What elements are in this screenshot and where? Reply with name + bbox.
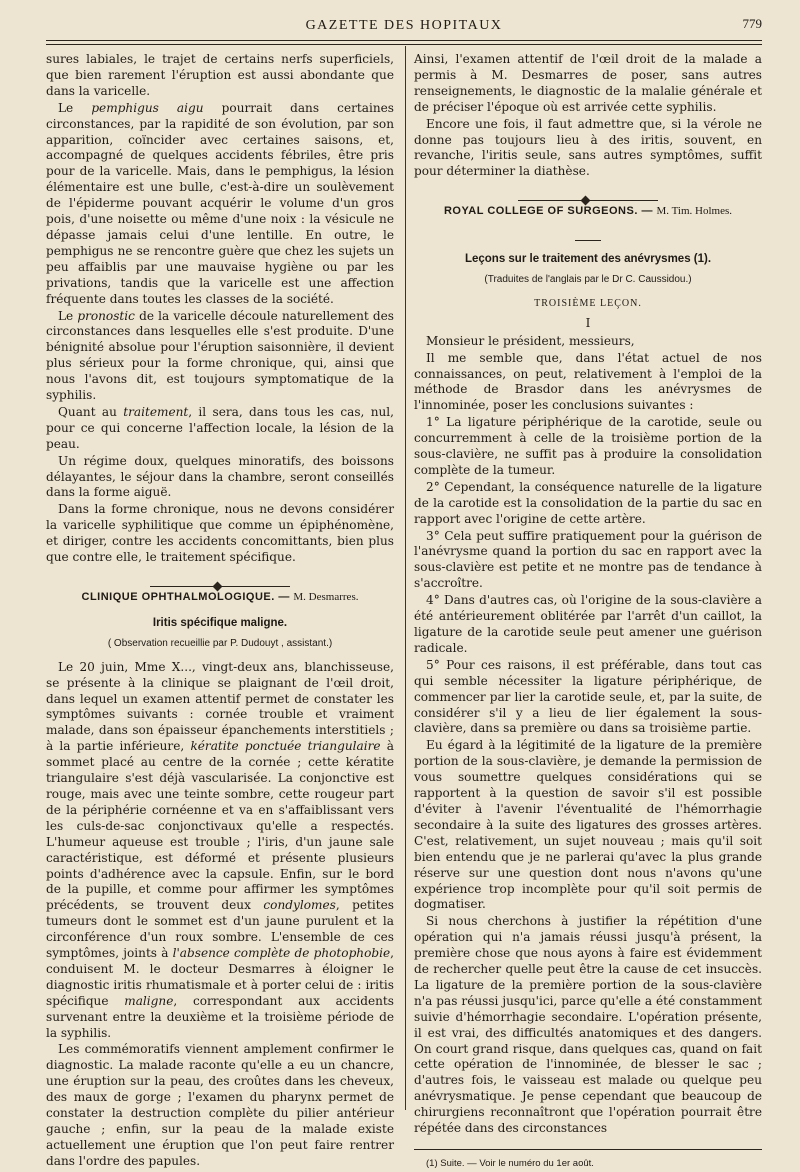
- left-column: [46, 52, 394, 1171]
- page-number: 779: [742, 16, 762, 31]
- column-divider: [405, 46, 406, 1110]
- paragraph: sures labiales, le trajet de certains nerfs superficiels, que bien rarement l'éruption est aussi abondante que dans la varicelle.: [46, 52, 394, 98]
- paragraph: Un régime doux, quelques minoratifs, des boissons délayantes, le séjour dans la chambre, seront conseillés dans la forme aiguë.: [46, 453, 394, 500]
- paragraph: 3° Cela peut suffire pratiquement pour la guérison de l'anévrysme quand la portion du sac en rapport avec la sous-clavière est petite et ne montre pas de tendance à s'accroître.: [414, 528, 762, 591]
- footnote: (1) Suite. — Voir le numéro du 1er août.: [426, 1158, 594, 1169]
- paragraph: 4° Dans d'autres cas, où l'origine de la sous-clavière a été antérieurement oblitérée par l'arrêt d'un caillot, la ligature de la carotide seule peut amener une guérison radicale.: [414, 593, 762, 655]
- lecture-heading: TROISIÈME LEÇON.: [534, 297, 642, 309]
- section-author: M. Tim. Holmes.: [656, 205, 733, 218]
- paragraph: Les commémoratifs viennent amplement confirmer le diagnostic. La malade raconte qu'elle a eu un chancre, une éruption sur la peau, des croûtes dans les cheveux, des maux de gorge ; l'examen du pharynx permet de constater la destruction complète du pilier antérieur gauche ; enfin, sur la peau de la malade existe actuellement une éruption que l'on peut faire rentrer dans l'ordre des papules.: [46, 1042, 394, 1168]
- right-column: [414, 52, 762, 1172]
- header-rule-bottom: [46, 44, 762, 45]
- paragraph: 5° Pour ces raisons, il est préférable, dans tout cas qui semble nécessiter la ligature périphérique, de commencer par lier la carotide seule, et, par la suite, de considérer s'il y a lieu de lier également la sous-clavière, dans sa première ou dans sa troisième partie.: [414, 657, 762, 736]
- paragraph: Dans la forme chronique, nous ne devons considérer la varicelle syphilitique que comme un épiphénomène, et diriger, contre les accidents concomittants, bien plus que contre elle, le traitement spécifique.: [46, 502, 394, 565]
- translation-credit: (Traduites de l'anglais par le Dr C. Caussidou.): [484, 273, 692, 285]
- paragraph: Encore une fois, il faut admettre que, si la vérole ne donne pas toujours lieu à des iritis, souvent, en revanche, l'iritis seule, sans autres symptômes, suffit pour déterminer la diathèse.: [414, 116, 762, 179]
- article-subtitle: Leçons sur le traitement des anévrysmes (1).: [464, 253, 712, 266]
- article-subtitle: Iritis spécifique maligne.: [152, 616, 288, 629]
- paragraph: Le 20 juin, Mme X..., vingt-deux ans, blanchisseuse, se présente à la clinique se plaignant de l'œil droit, dans lequel un examen attentif permet de constater les symptômes suivants : cornée trouble et vraiment malade, dans son épaisseur épanchements interstitiels ; à la partie inférieure, kératite ponctuée triangulaire à sommet placé au centre de la cornée ; cette kératite triangulaire s'est déjà vascularisée. La conjonctive est rouge, mais avec une teinte sombre, cette rougeur part de la périphérie cornéenne et va en s'affaiblissant vers les culs-de-sac conjonctivaux qu'elle a respectés. L'humeur aqueuse est trouble ; l'iris, d'un jaune sale caractéristique, est déformé et présente plusieurs points d'adhérence avec la capsule. Enfin, sur le bord de la pupille, et comme pour affirmer les symptômes précédents, se trouvent deux condylomes, petites tumeurs dont le sommet est d'un jaune purulent et la circonférence d'un roux sombre. L'ensemble de ces symptômes, joints à l'absence complète de photophobie, conduisent M. le docteur Desmarres à éloigner le diagnostic iritis rhumatismale et à porter celui de : iritis spécifique maligne, correspondant aux accidents survenant entre la deuxième et la troisième période de la syphilis.: [46, 659, 395, 1040]
- paragraph: Monsieur le président, messieurs,: [426, 333, 635, 348]
- paragraph: Eu égard à la légitimité de la ligature de la première portion de la sous-clavière, je demande la permission de vous soumettre quelques considérations qui se rapportent à la question de savoir s'il est possible d'éviter à l'avenir l'éventualité de l'hémorrhagie secondaire à la suite des ligatures des grosses artères. C'est, relativement, un sujet nouveau ; mais qu'il soit bien entendu que je ne parlerai qu'avec la plus grande réserve sur une question dont nous n'avons qu'une expérience trop incomplète pour qu'il soit permis de dogmatiser.: [414, 738, 762, 912]
- paragraph: Le pemphigus aigu pourrait dans certaines circonstances, par la rapidité de son évolution, par son apparition, coïncider avec certaines saisons, et, accompagné de quelques accidents fébriles, être pris pour de la varicelle. Mais, dans le pemphigus, la lésion élémentaire est une bulle, c'est-à-dire un soulèvement de l'épiderme pouvant acquérir le volume d'un gros pois, d'une noisette ou même d'une noix : la vésicule ne dépasse jamais celui d'une lentille. En outre, le pemphigus ne se rencontre guère que chez les sujets un peu affaiblis par une mauvaise hygiène ou par les privations, tandis que la varicelle est une affection fréquente dans toutes les classes de la société.: [46, 100, 394, 306]
- header-rule-top: [46, 40, 762, 41]
- paragraph: 1° La ligature périphérique de la carotide, seule ou concurremment à celle de la troisième portion de la sous-clavière, ne suffit pas à produire la consolidation complète de la tumeur.: [414, 415, 762, 477]
- journal-title: GAZETTE DES HOPITAUX: [305, 18, 503, 33]
- paragraph: Il me semble que, dans l'état actuel de nos connaissances, on peut, relativement à l'emploi de la méthode de Brasdor dans les anévrysmes de l'innominée, poser les conclusions suivantes :: [414, 350, 762, 413]
- section-title: CLINIQUE OPHTHALMOLOGIQUE. — M. Desmarres.: [81, 591, 359, 603]
- paragraph: Le pronostic de la varicelle découle naturellement des circonstances dans lesquelles elle s'est produite. D'une bénignité absolue pour l'éruption saisonnière, il devient plus sérieux pour la forme chronique, qui, ainsi que nous l'avons dit, est toujours symptomatique de la syphilis.: [46, 308, 394, 403]
- section-author: M. Desmarres.: [293, 591, 359, 603]
- section-ornament: [46, 574, 394, 580]
- short-rule: [414, 230, 762, 246]
- footnote-separator: [414, 1149, 762, 1150]
- page-header: [46, 14, 762, 40]
- roman-numeral: I: [585, 315, 591, 330]
- section-title: ROYAL COLLEGE OF SURGEONS. — M. Tim. Holmes.: [443, 205, 733, 218]
- section-ornament: [414, 188, 762, 194]
- paragraph: Quant au traitement, il sera, dans tous les cas, nul, pour ce qui concerne l'affection locale, la lésion de la peau.: [46, 404, 394, 451]
- paragraph: Si nous cherchons à justifier la répétition d'une opération qui n'a jamais réussi jusqu'à présent, la première chose que nous ayons à faire est évidemment de rechercher quelle peut être la cause de cet insuccès. La ligature de la première portion de la sous-clavière n'a pas réussi jusqu'ici, parce qu'elle a été constamment suivie d'hémorrhagie secondaire. L'opération présente, il est vrai, des difficultés anatomiques et des dangers. On court grand risque, dans quelques cas, quand on fait cette opération de l'innominée, de blesser le sac ; d'autres fois, le vaisseau est malade ou quelque peu anévrysmatique. Je pense cependant que beaucoup de chirurgiens reconnaîtront que l'opération pourrait être répétée dans des circonstances: [414, 914, 762, 1136]
- paragraph: 2° Cependant, la conséquence naturelle de la ligature de la carotide est la consolidation de la partie du sac en rapport avec l'origine de cette artère.: [414, 479, 762, 526]
- observation-credit: ( Observation recueillie par P. Dudouyt , assistant.): [107, 637, 333, 649]
- paragraph: Ainsi, l'examen attentif de l'œil droit de la malade a permis à M. Desmarres de poser, sans autres renseignements, le diagnostic de la malalie générale et de préciser l'époque où est arrivée cette syphilis.: [414, 52, 762, 114]
